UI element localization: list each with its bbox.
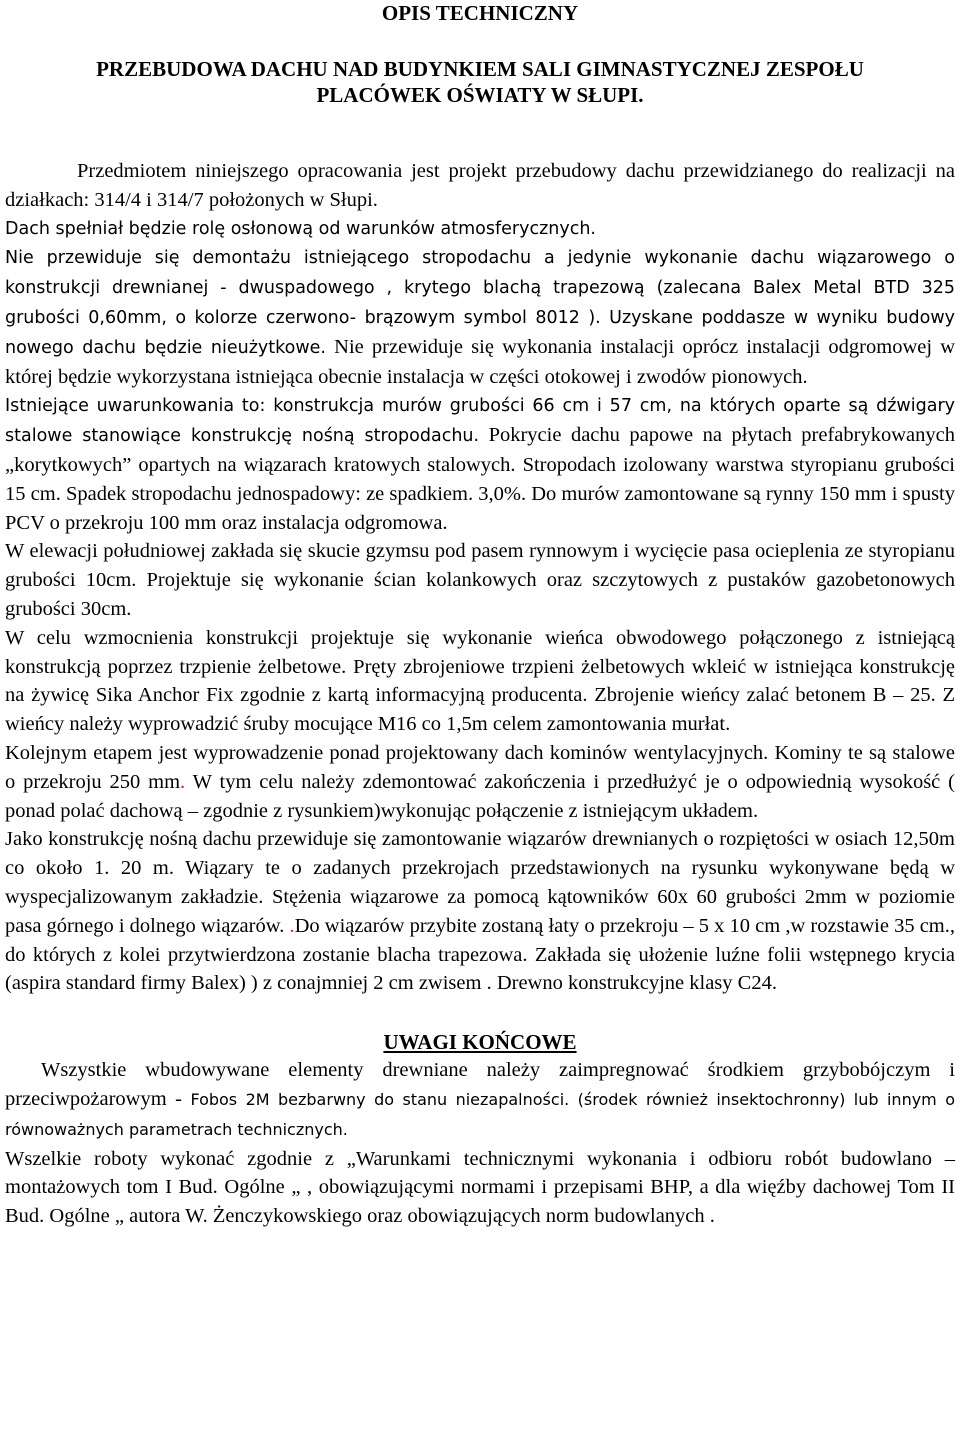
document-subtitle bbox=[5, 56, 955, 108]
paragraph-installations: Nie przewiduje się wykonania instalacji oprócz instalacji odgromowej w której będzie wykorzystana istniejąca obecnie instalacja w części otokowej i zwodów pionowych. bbox=[5, 335, 956, 388]
paragraph-impregnation-product: Fobos 2M bezbarwny do stanu niezapalności. (środek również insektochronny) lub innym o równoważnych parametrach technicznych. bbox=[5, 1089, 955, 1139]
paragraph-battens: Do wiązarów przybite zostaną łaty o przekroju – 5 x 10 cm ,w rozstawie 35 cm., do których z kolei przytwierdzona zostanie blacha trapezowa. Zakłada się ułożenie luźne folii wstępnego krycia (aspira standard firmy Balex) ) z conajmniej 2 cm zwisem . Drewno konstrukcyjne klasy C24. bbox=[5, 914, 955, 995]
final-remarks bbox=[5, 1056, 955, 1231]
paragraph-existing-conditions bbox=[5, 391, 955, 537]
subtitle-line-2: PLACÓWEK OŚWIATY W SŁUPI. bbox=[316, 83, 644, 107]
red-period-2: . bbox=[284, 914, 295, 937]
paragraph-roof-function: Dach spełniał będzie rolę osłonową od warunków atmosferycznych. bbox=[5, 218, 596, 239]
paragraph-scope bbox=[5, 243, 955, 391]
document-page bbox=[5, 0, 955, 1231]
paragraph-regulations: Wszelkie roboty wykonać zgodnie z „Warunkami technicznymi wykonania i odbioru robót budowlano – montażowych tom I Bud. Ogólne „ , obowiązującymi normami i przepisami BHP, a dla więźby dachowej Tom II Bud. Ogólne „ autora W. Żenczykowskiego oraz obowiązujących norm budowlanych . bbox=[5, 1147, 955, 1228]
red-period: . bbox=[180, 770, 186, 793]
subtitle-line-1: PRZEBUDOWA DACHU NAD BUDYNKIEM SALI GIMNASTYCZNEJ ZESPOŁU bbox=[96, 57, 864, 81]
paragraph-impregnation bbox=[5, 1056, 955, 1144]
final-remarks-heading bbox=[5, 1028, 955, 1056]
paragraph-chimneys-extension: W tym celu należy zdemontować zakończenia i przedłużyć je o odpowiednią wysokość ( ponad polać dachową – zgodnie z rysunkiem)wykonując połączenie z istniejącym układem. bbox=[5, 770, 955, 822]
paragraph-subject: Przedmiotem niniejszego opracowania jest projekt przebudowy dachu przewidzianego do realizacji na działkach: 314/4 i 314/7 położonych w Słupi. bbox=[5, 160, 955, 211]
paragraph-trusses bbox=[5, 825, 955, 998]
paragraph-reinforcement: W celu wzmocnienia konstrukcji projektuje się wykonanie wieńca obwodowego połączonego z istniejącą konstrukcją poprzez trzpienie żelbetowe. Pręty zbrojeniowe trzpieni żelbetowych wkleić w istniejąca konstrukcję na żywicę Sika Anchor Fix zgodnie z kartą informacyjną producenta. Zbrojenie wieńcy zalać betonem B – 25. Z wieńcy należy wyprowadzić śruby mocujące M16 co 1,5m celem zamontowania murłat. bbox=[5, 626, 955, 736]
paragraph-roof-covering: Pokrycie dachu papowe na płytach prefabrykowanych „korytkowych” opartych na wiązarach kratowych stalowych. Stropodach izolowany warstwa styropianu grubości 15 cm. Spadek stropodachu jednospadowy: ze spadkiem. 3,0%. Do murów zamontowane są rynny 150 mm i spusty PCV o przekroju 100 mm oraz instalacja odgromowa. bbox=[5, 424, 955, 534]
paragraph-scope-text: Nie przewiduje się demontażu istniejącego stropodachu a jedynie wykonanie dachu wiązarowego o konstrukcji drewnianej - dwuspadowego , krytego blachą trapezową (zalecana Balex Metal BTD 325 grubości 0,60mm, o kolorze czerwono- brązowym symbol 8012 ). Uzyskane poddasze w wyniku budowy nowego dachu będzie nieużytkowe. bbox=[5, 248, 955, 358]
final-remarks-heading-text: UWAGI KOŃCOWE bbox=[383, 1030, 577, 1055]
paragraph-south-elevation: W elewacji południowej zakłada się skucie gzymsu pod pasem rynnowym i wycięcie pasa ocieplenia ze styropianu grubości 10cm. Projektuje się wykonanie ścian kolankowych oraz szczytowych z pustaków gazobetonowych grubości 30cm. bbox=[5, 540, 955, 620]
paragraph-existing-text: Istniejące uwarunkowania to: konstrukcja murów grubości 66 cm i 57 cm, na których oparte są dźwigary stalowe stanowiące konstrukcję nośną stropodachu. bbox=[5, 396, 955, 447]
paragraph-impregnation-text: Wszystkie wbudowywane elementy drewniane należy zaimpregnować środkiem grzybobójczym i przeciwpożarowym - bbox=[5, 1059, 955, 1110]
document-title: OPIS TECHNICZNY bbox=[381, 1, 579, 25]
paragraph-chimneys-text: Kolejnym etapem jest wyprowadzenie ponad projektowany dach kominów wentylacyjnych. Kominy te są stalowe o przekroju 250 mm bbox=[5, 741, 955, 793]
paragraph-trusses-text: Jako konstrukcję nośną dachu przewiduje się zamontowanie wiązarów drewnianych o rozpiętości w osiach 12,50m co około 1. 20 m. Wiązary te o zadanych przekrojach przedstawionych na rysunku wykonywane będą w wyspecjalizowanym zakładzie. Stężenia wiązarowe za pomocą kątowników 60x 60 grubości 2mm w poziomie pasa górnego i dolnego wiązarów. bbox=[5, 828, 955, 937]
document-body bbox=[5, 157, 955, 998]
paragraph-chimneys bbox=[5, 739, 955, 825]
